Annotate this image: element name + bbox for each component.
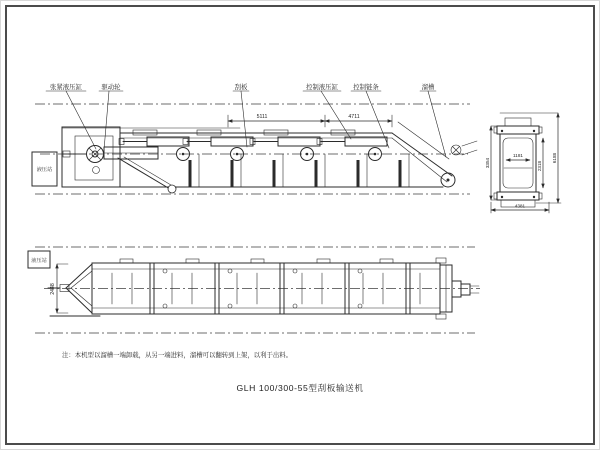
label-control-cylinder: 控制液压缸: [306, 84, 338, 91]
drawing-caption: GLH 100/300-55型刮板输送机: [236, 383, 364, 393]
station-label-plan: 液压站: [31, 258, 47, 264]
station-label-side: 液压站: [36, 167, 53, 173]
label-control-chain: 控制链条: [353, 84, 379, 91]
label-scraper: 刮板: [234, 84, 248, 91]
dim-4381: 4381: [514, 203, 526, 209]
label-tension-cylinder: 张紧液压缸: [50, 84, 82, 91]
dim-3354: 3354: [485, 157, 490, 169]
dim-2318: 2318: [537, 160, 542, 172]
dim-2448: 2448: [50, 283, 56, 295]
dim-1181: 1181: [513, 153, 523, 158]
dim-5111: 5111: [256, 114, 268, 120]
label-chute: 溜槽: [421, 84, 435, 91]
dim-4711: 4711: [348, 114, 360, 120]
drawing-note: 注：本机型以溜槽一端卸载，从另一端进料，溜槽可以翻转到上架，以利于出料。: [62, 352, 293, 359]
label-drive-wheel: 驱动轮: [101, 84, 121, 91]
dim-6188: 6188: [552, 152, 557, 164]
